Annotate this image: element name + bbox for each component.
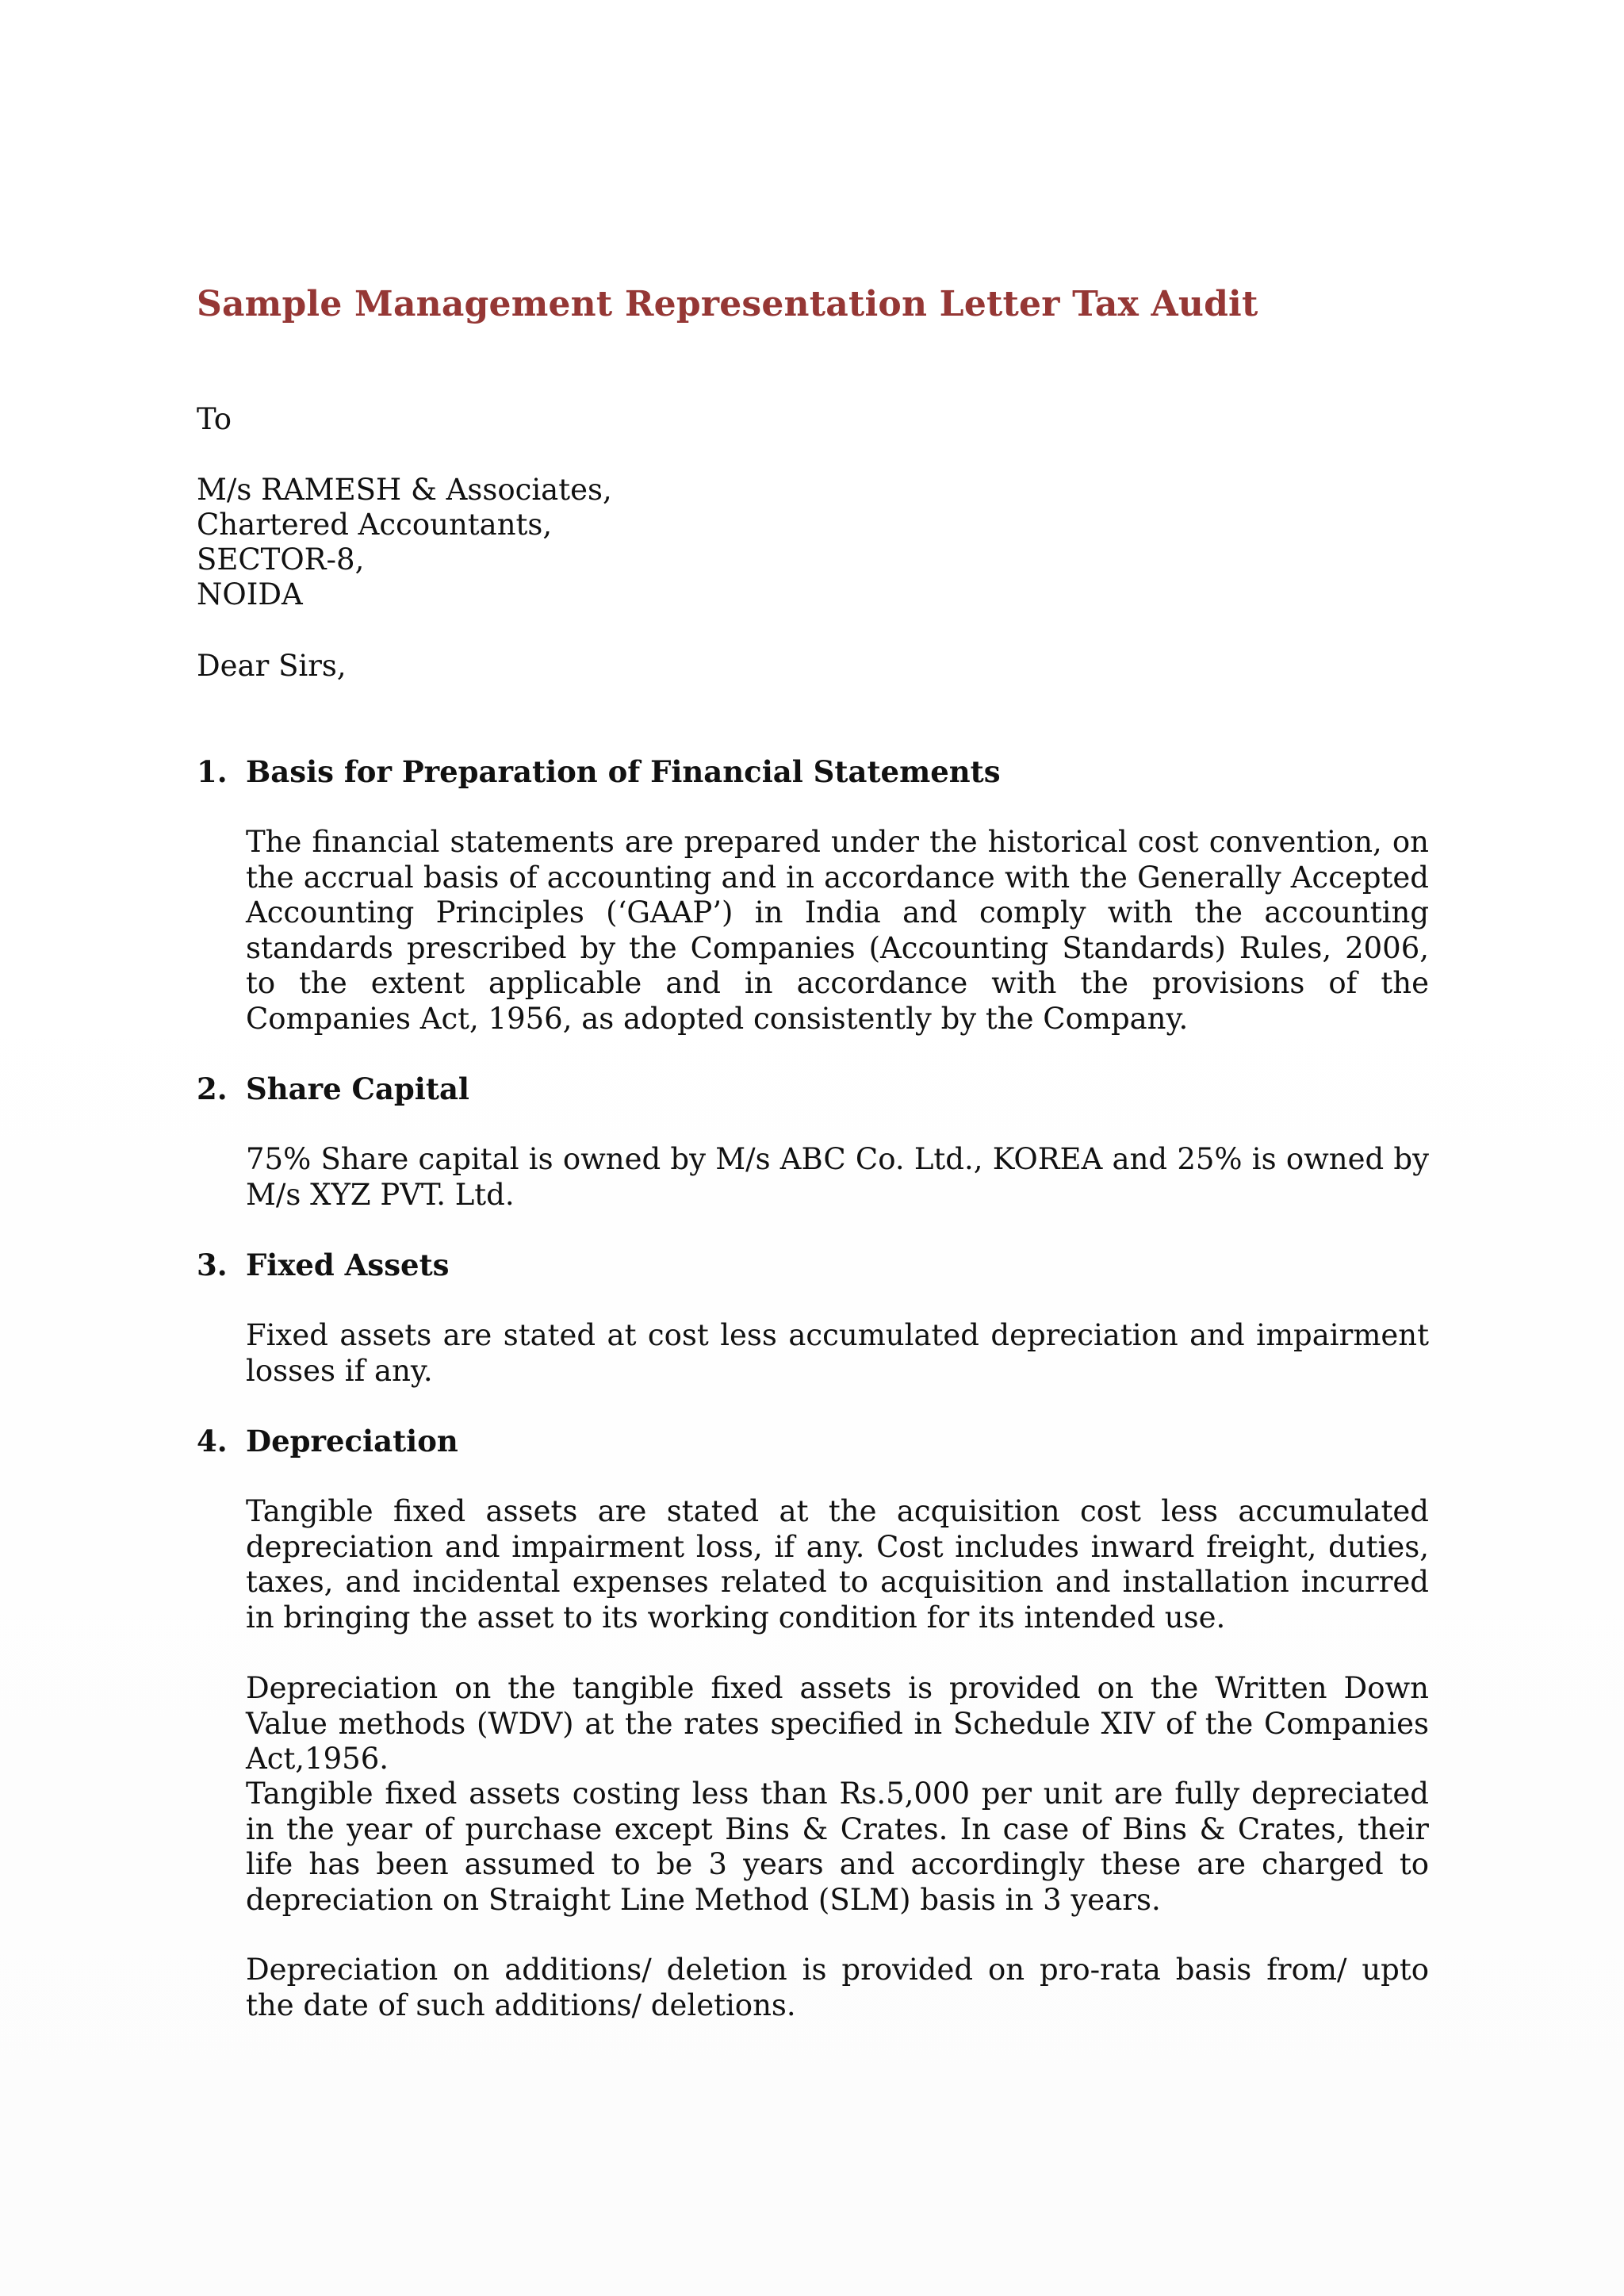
- section-paragraph: Depreciation on the tangible fixed assets is provided on the Written Down Value methods (WDV) at the rates specified in Schedule XIV of the Companies Act,1956.: [246, 1671, 1429, 1776]
- section-paragraph: Tangible fixed assets are stated at the acquisition cost less accumulated depreciation and impairment loss, if any. Cost includes inward freight, duties, taxes, and incidental expenses related to acquisition and installation incurred in bringing the asset to its working condition for its intended use.: [246, 1494, 1429, 1635]
- section-heading-fixed-assets: Fixed Assets: [246, 1248, 450, 1282]
- section-heading-depreciation: Depreciation: [246, 1424, 458, 1458]
- addressee-line-3: SECTOR-8,: [197, 542, 365, 577]
- greeting: Dear Sirs,: [197, 649, 347, 683]
- section-paragraph: Fixed assets are stated at cost less accumulated depreciation and impairment losses if any.: [246, 1318, 1429, 1388]
- section-paragraph: 75% Share capital is owned by M/s ABC Co. Ltd., KOREA and 25% is owned by M/s XYZ PVT. Ltd.: [246, 1142, 1429, 1212]
- section-number: 4.: [197, 1424, 228, 1458]
- section-paragraph: Depreciation on additions/ deletion is provided on pro-rata basis from/ upto the date of such additions/ deletions.: [246, 1953, 1429, 2022]
- addressee-line-2: Chartered Accountants,: [197, 508, 553, 542]
- section-paragraph: Tangible fixed assets costing less than Rs.5,000 per unit are fully depreciated in the year of purchase except Bins & Crates. In case of Bins & Crates, their life has been assumed to be 3 years and accordingly these are charged to depreciation on Straight Line Method (SLM) basis in 3 years.: [246, 1777, 1429, 1917]
- salutation-to: To: [197, 402, 232, 436]
- section-paragraph: The financial statements are prepared under the historical cost convention, on the accrual basis of accounting and in accordance with the Generally Accepted Accounting Principles (‘GAAP’) in India and comply with the accounting standards prescribed by the Companies (Accounting Standards) Rules, 2006, to the extent applicable and in accordance with the provisions of the Companies Act, 1956, as adopted consistently by the Company.: [246, 825, 1429, 1036]
- addressee-line-4: NOIDA: [197, 577, 303, 611]
- addressee-line-1: M/s RAMESH & Associates,: [197, 473, 612, 507]
- section-number: 1.: [197, 754, 228, 789]
- section-number: 2.: [197, 1071, 228, 1106]
- document-title: Sample Management Representation Letter Tax Audit: [197, 284, 1258, 324]
- section-heading-share-capital: Share Capital: [246, 1071, 469, 1106]
- section-heading-basis: Basis for Preparation of Financial Statements: [246, 754, 1001, 789]
- section-number: 3.: [197, 1248, 228, 1282]
